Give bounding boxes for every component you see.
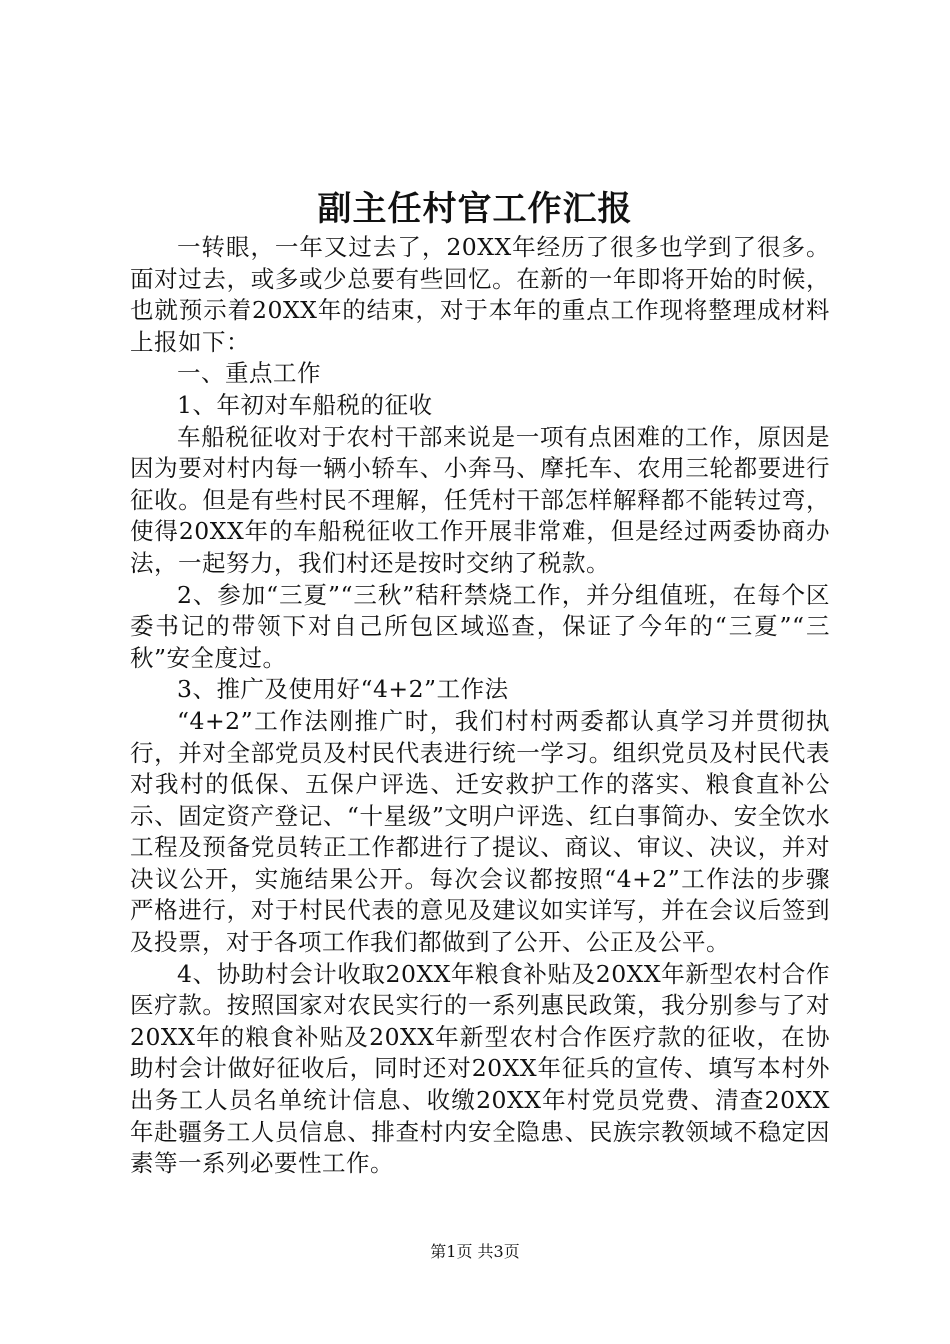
document-body: [130, 232, 830, 1180]
section-heading-key-work: 一、重点工作: [177, 359, 321, 388]
page-footer: 第1页 共3页: [430, 1242, 520, 1261]
paragraph-intro: 一转眼，一年又过去了，20XX年经历了很多也学到了很多。面对过去，或多或少总要有些回忆。在新的一年即将开始的时候，也就预示着20XX年的结束，对于本年的重点工作现将整理成材料上报如下：: [130, 233, 830, 356]
paragraph-subsidy-collection: 4、协助村会计收取20XX年粮食补贴及20XX年新型农村合作医疗款。按照国家对农民实行的一系列惠民政策，我分别参与了对20XX年的粮食补贴及20XX年新型农村合作医疗款的征收，在协助村会计做好征收后，同时还对20XX年征兵的宣传、填写本村外出务工人员名单统计信息、收缴20XX年村党员党费、清查20XX年赴疆务工人员信息、排查村内安全隐患、民族宗教领域不稳定因素等一系列必要性工作。: [130, 959, 830, 1178]
document-title: 副主任村官工作汇报: [317, 189, 633, 229]
paragraph-vehicle-tax: 车船税征收对于农村干部来说是一项有点困难的工作，原因是因为要对村内每一辆小轿车、小奔马、摩托车、农用三轮都要进行征收。但是有些村民不理解，任凭村干部怎样解释都不能转过弯，使得20XX年的车船税征收工作开展非常难，但是经过两委协商办法，一起努力，我们村还是按时交纳了税款。: [130, 422, 830, 577]
paragraph-4plus2-method: “4+2”工作法刚推广时，我们村村两委都认真学习并贯彻执行，并对全部党员及村民代表进行统一学习。组织党员及村民代表对我村的低保、五保户评选、迁安救护工作的落实、粮食直补公示、固定资产登记、“十星级”文明户评选、红白事简办、安全饮水工程及预备党员转正工作都进行了提议、商议、审议、决议，并对决议公开，实施结果公开。每次会议都按照“4+2”工作法的步骤严格进行，对于村民代表的意见及建议如实详写，并在会议后签到及投票，对于各项工作我们都做到了公开、公正及公平。: [130, 706, 830, 957]
item-heading-4plus2-method: 3、推广及使用好“4+2”工作法: [177, 675, 509, 704]
paragraph-straw-burning: 2、参加“三夏”“三秋”秸秆禁烧工作，并分组值班，在每个区委书记的带领下对自己所包区域巡查，保证了今年的“三夏”“三秋”安全度过。: [130, 580, 830, 672]
item-heading-vehicle-tax: 1、年初对车船税的征收: [177, 390, 433, 419]
